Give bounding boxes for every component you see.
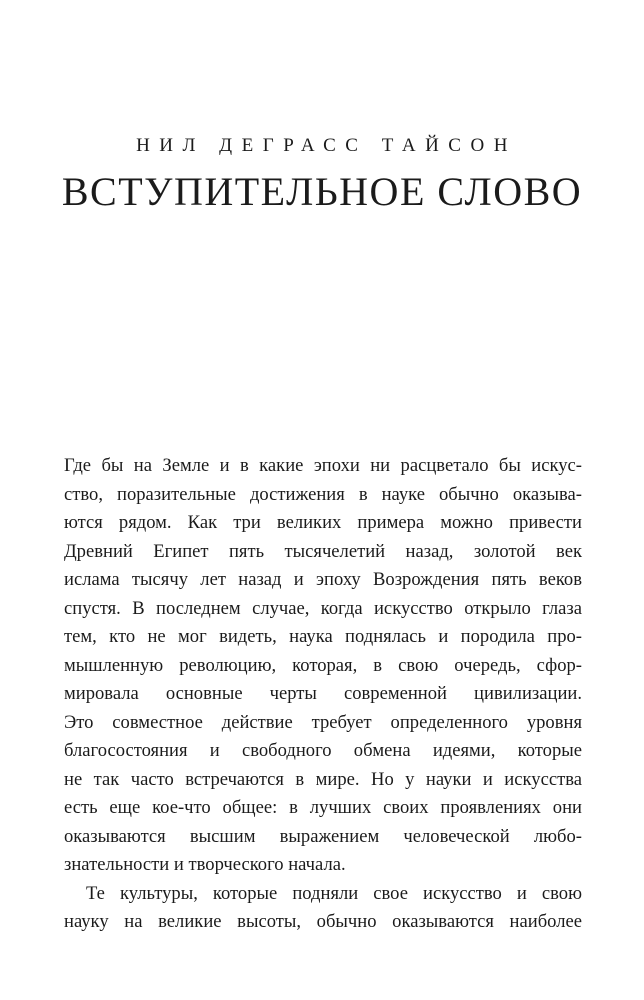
text-line: не так часто встречаются в мире. Но у науки и искусства — [64, 768, 582, 790]
author-name: НИЛ ДЕГРАСС ТАЙСОН — [136, 135, 517, 156]
text-line: Это совместное действие требует определенного уровня — [64, 711, 582, 733]
text-line: Те культуры, которые подняли свое искусство и свою — [86, 882, 582, 904]
chapter-title: ВСТУПИТЕЛЬНОЕ СЛОВО — [61, 169, 583, 214]
paragraph — [64, 452, 582, 880]
text-line: науку на великие высоты, обычно оказываются наиболее — [64, 911, 582, 932]
text-line: ются рядом. Как три великих примера можно привести — [64, 512, 582, 533]
paragraph — [64, 880, 582, 937]
text-line: мировала основные черты современной цивилизации. — [64, 683, 582, 704]
text-line: спустя. В последнем случае, когда искусство открыло глаза — [64, 597, 582, 619]
text-line: мышленную революцию, которая, в свою очередь, сфор- — [64, 654, 582, 676]
text-line: тем, кто не мог видеть, наука поднялась и породила про- — [64, 626, 582, 647]
text-line: ство, поразительные достижения в науке обычно оказыва- — [64, 483, 582, 505]
text-line: знательности и творческого начала. — [64, 854, 346, 875]
text-line: Где бы на Земле и в какие эпохи ни расцветало бы искус- — [64, 455, 582, 476]
text-line: Древний Египет пять тысячелетий назад, золотой век — [64, 540, 582, 562]
text-line: благосостояния и свободного обмена идеями, которые — [64, 740, 582, 761]
text-line: есть еще кое-что общее: в лучших своих проявлениях они — [64, 797, 582, 818]
text-line: ислама тысячу лет назад и эпоху Возрождения пять веков — [64, 569, 582, 590]
body-text — [64, 452, 582, 937]
text-line: оказываются высшим выражением человеческой любо- — [64, 825, 582, 847]
